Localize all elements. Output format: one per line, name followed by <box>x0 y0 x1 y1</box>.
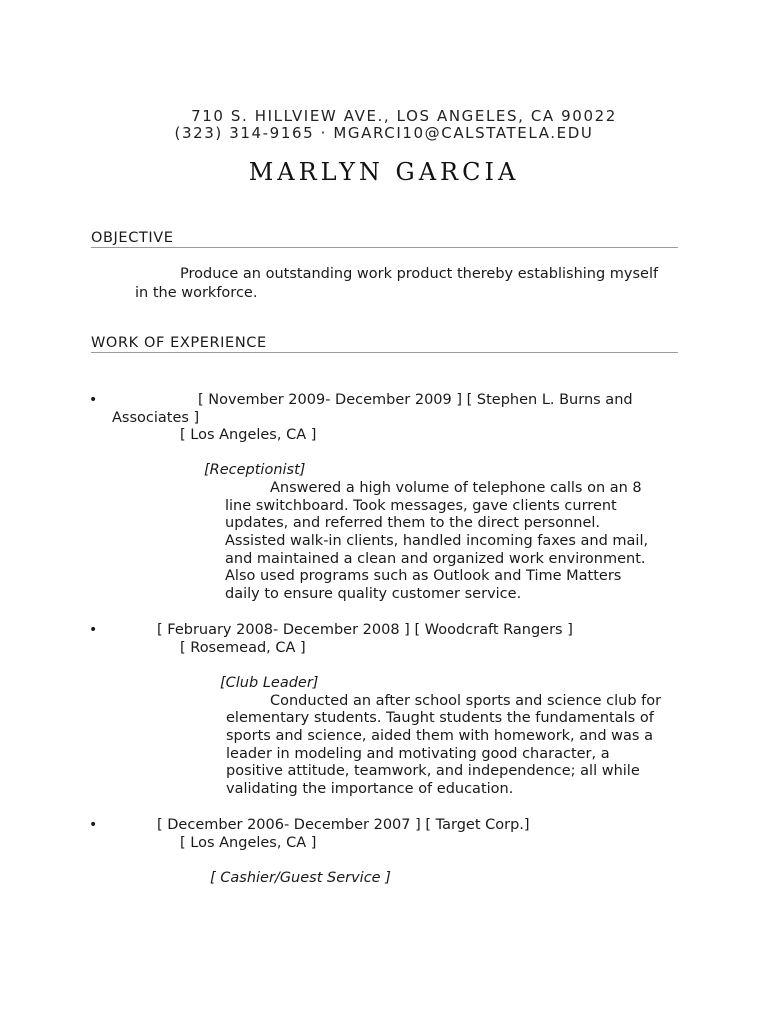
job-description-line: line switchboard. Took messages, gave clients current <box>225 498 617 514</box>
job-employer-continued: Associates ] <box>112 410 200 426</box>
job-dates-employer: [ February 2008- December 2008 ] [ Woodcraft Rangers ] <box>157 622 573 638</box>
job-bullet: • <box>89 817 98 833</box>
job-description-line: positive attitude, teamwork, and independence; all while <box>226 763 640 779</box>
contact-phone-email: (323) 314-9165 · MGARCI10@CALSTATELA.EDU <box>174 124 594 142</box>
job-location: [ Rosemead, CA ] <box>180 640 306 656</box>
job-description-line: sports and science, aided them with homework, and was a <box>226 728 653 744</box>
job-description-line: daily to ensure quality customer service. <box>225 586 522 602</box>
objective-text-line: Produce an outstanding work product thereby establishing myself <box>180 266 659 282</box>
applicant-name: MARLYN GARCIA <box>248 158 520 186</box>
job-dates-employer: [ December 2006- December 2007 ] [ Target Corp.] <box>157 817 530 833</box>
job-description-line: Answered a high volume of telephone calls on an 8 <box>270 480 642 496</box>
job-role: [Club Leader] <box>220 675 319 691</box>
job-description-line: Assisted walk-in clients, handled incoming faxes and mail, <box>225 533 649 549</box>
job-description-line: and maintained a clean and organized work environment. <box>225 551 646 567</box>
job-bullet: • <box>89 622 98 638</box>
job-location: [ Los Angeles, CA ] <box>180 835 317 851</box>
experience-heading: WORK OF EXPERIENCE <box>91 335 678 353</box>
job-description-line: elementary students. Taught students the fundamentals of <box>226 710 654 726</box>
objective-text-line: in the workforce. <box>135 285 258 301</box>
job-bullet: • <box>89 392 98 408</box>
job-role: [Receptionist] <box>204 462 306 478</box>
job-dates-employer: [ November 2009- December 2009 ] [ Stephen L. Burns and <box>198 392 633 408</box>
contact-address: 710 S. HILLVIEW AVE., LOS ANGELES, CA 90022 <box>191 107 617 125</box>
job-role: [ Cashier/Guest Service ] <box>210 870 391 886</box>
job-location: [ Los Angeles, CA ] <box>180 427 317 443</box>
objective-heading: OBJECTIVE <box>91 230 678 248</box>
job-description-line: Conducted an after school sports and science club for <box>270 693 662 709</box>
job-description-line: Also used programs such as Outlook and Time Matters <box>225 568 622 584</box>
job-description-line: leader in modeling and motivating good character, a <box>226 746 610 762</box>
job-description-line: validating the importance of education. <box>226 781 514 797</box>
job-description-line: updates, and referred them to the direct personnel. <box>225 515 601 531</box>
